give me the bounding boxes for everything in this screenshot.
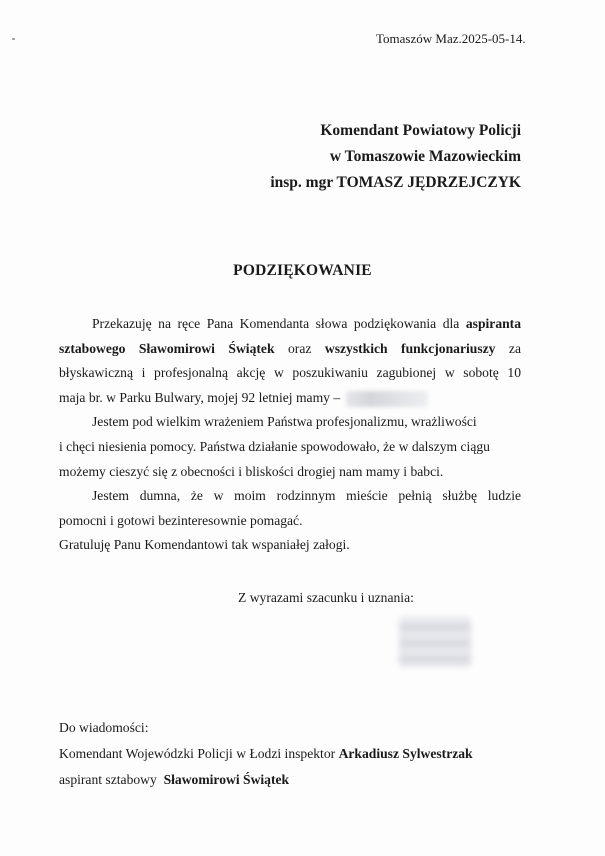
letter-date: Tomaszów Maz.2025-05-14. xyxy=(376,31,526,46)
redacted-signature-blur xyxy=(399,617,471,667)
cc-block xyxy=(59,715,473,793)
para2-line-3: możemy cieszyć się z obecności i bliskości drogiej nam mamy i babci. xyxy=(59,463,444,479)
letter-title: PODZIĘKOWANIE xyxy=(233,262,372,279)
cc-text-1b: Arkadiusz Sylwestrzak xyxy=(338,746,473,761)
para1-text-1b: aspiranta xyxy=(465,316,521,331)
addressee-block xyxy=(270,118,521,196)
para2-line-1: Jestem pod wielkim wrażeniem Państwa profesjonalizmu, wrażliwości xyxy=(92,414,477,430)
cc-line-2 xyxy=(59,767,473,793)
cc-heading: Do wiadomości: xyxy=(59,720,149,735)
para4-line: Gratuluję Panu Komendantowi tak wspaniałej załogi. xyxy=(59,537,350,553)
para1-text-4: maja br. w Parku Bulwary, mojej 92 letniej mamy – xyxy=(59,389,341,405)
para1-line-3: błyskawiczną i profesjonalną akcję w poszukiwaniu zagubionej w sobotę 10 xyxy=(59,365,521,381)
para1-text-2b: oraz xyxy=(274,340,325,356)
closing-phrase: Z wyrazami szacunku i uznania: xyxy=(238,590,414,605)
addressee-line-1: Komendant Powiatowy Policji xyxy=(320,122,521,139)
addressee-line-3: insp. mgr TOMASZ JĘDRZEJCZYK xyxy=(270,174,521,191)
letter-body xyxy=(59,312,521,558)
para1-line-2 xyxy=(59,337,521,362)
cc-text-2a: aspirant sztabowy xyxy=(59,772,164,787)
para1-text-2d: za xyxy=(495,340,521,356)
scan-speck xyxy=(12,38,15,40)
para1-text-2a: sztabowego Sławomirowi Świątek xyxy=(59,340,275,356)
addressee-line-2: w Tomaszowie Mazowieckim xyxy=(329,148,521,165)
para2-line-2: i chęci niesienia pomocy. Państwa działanie spowodowało, że w dalszym ciągu xyxy=(59,438,490,454)
redacted-name-blur xyxy=(346,391,428,407)
para1-text-1a: Przekazuję na ręce Pana Komendanta słowa podziękowania dla xyxy=(92,316,466,331)
para1-text-2c: wszystkich funkcjonariuszy xyxy=(324,340,496,356)
cc-text-2b: Sławomirowi Świątek xyxy=(163,772,290,787)
para1-line-1 xyxy=(59,312,521,337)
para3-line-1: Jestem dumna, że w moim rodzinnym mieście pełnią służbę ludzie xyxy=(92,488,521,504)
cc-line-1 xyxy=(59,741,473,767)
cc-text-1a: Komendant Wojewódzki Policji w Łodzi inspektor xyxy=(59,746,339,761)
para3-line-2: pomocni i gotowi bezinteresownie pomagać. xyxy=(59,512,303,528)
para1-line-4 xyxy=(59,386,521,411)
